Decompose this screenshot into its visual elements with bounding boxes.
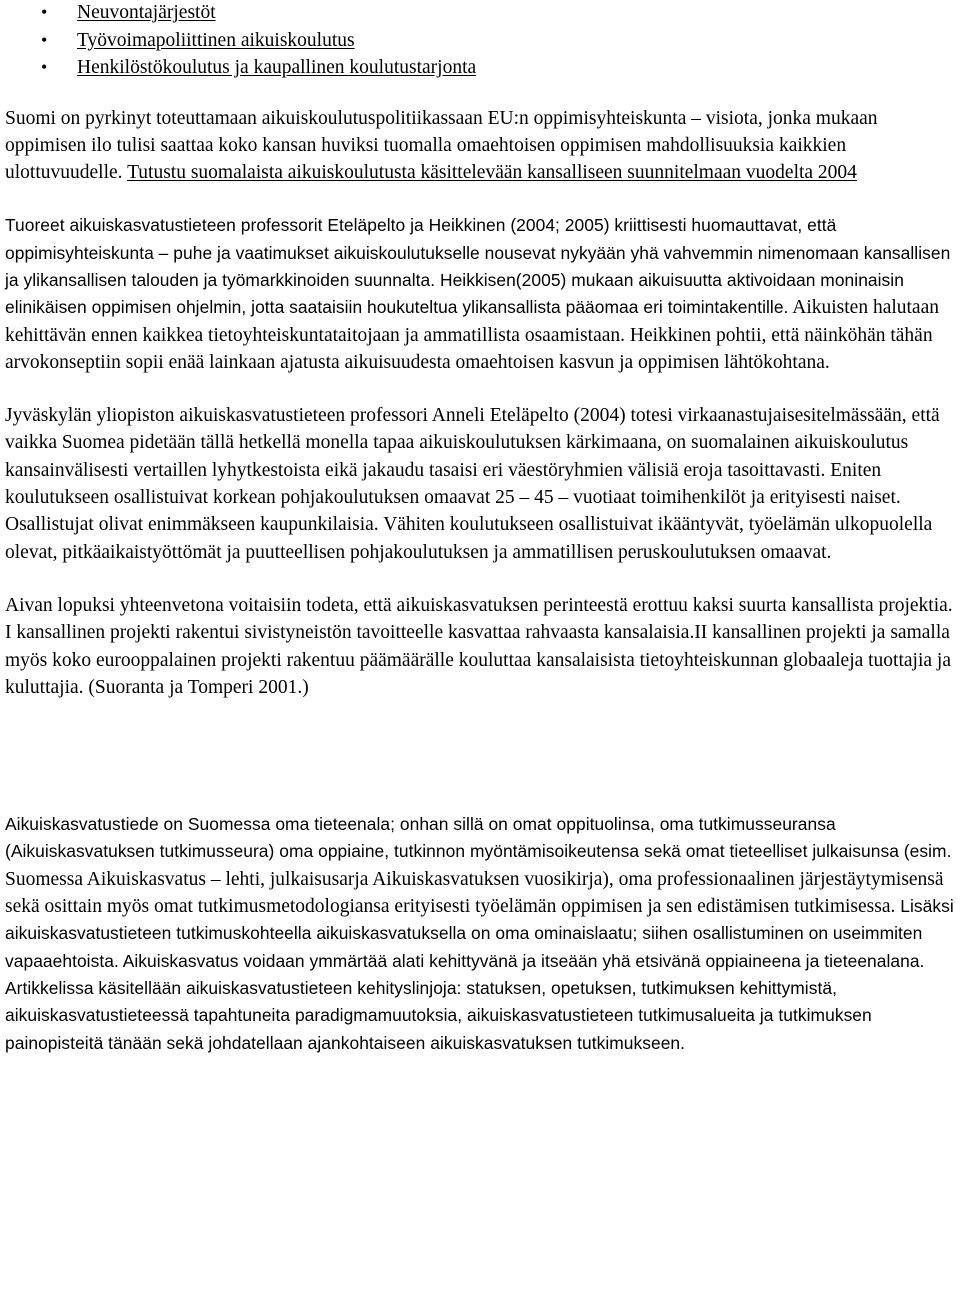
list-item [5,28,955,56]
link-henkilostokoulutus[interactable]: Henkilöstökoulutus ja kaupallinen koulutustarjonta [77,57,477,78]
link-tyovoimapoliittinen-aikuiskoulutus[interactable]: Työvoimapoliittinen aikuiskoulutus [77,29,355,51]
paragraph-text: Aivan lopuksi yhteenvetona voitaisiin todeta, että aikuiskasvatuksen perinteestä erottuu kaksi suurta kansallista projektia. I kansallinen projekti rakentui sivistyneistön tavoitteelle kasvattaa rahvaasta kansalaisia.II kansallinen projekti ja samalla myös koko eurooppalainen projekti rakentuu päämäärälle kouluttaa kansalaisista tietoyhteiskunnan globaaleja tuottajia ja kuluttajia. (Suoranta ja Tomperi 2001.) [5,594,953,698]
paragraph-text: Suomi on pyrkinyt toteuttamaan aikuiskoulutuspolitiikassaan EU:n oppimisyhteiskunta – visiota, jonka mukaan oppimisen ilo tulisi saattaa koko kansan huviksi tuomalla omaehtoisen oppimisen mahdollisuuksia kaikkien ulottuvuudelle. [5,107,878,184]
list-item [5,55,955,83]
link-neuvontajarjestot[interactable]: Neuvontajärjestöt [77,2,216,23]
bullet-icon: • [41,29,48,50]
link-list [5,0,955,83]
paragraph-oppimisyhteiskunta [5,212,955,376]
paragraph-aikuiskoulutuspolitiikka [5,105,955,187]
paragraph-text: Jyväskylän yliopiston aikuiskasvatustieteen professori Anneli Eteläpelto (2004) totesi virkaanastujaisesitelmässään, että vaikka Suomea pidetään tällä hetkellä monella tapaa aikuiskoulutuksen kärkimaana, on suomalainen aikuiskoulutus kansainvälisesti vertaillen lyhytkestoista eikä jakaudu tasaisi eri väestöryhmien välisiä eroja tasoittavasti. Eniten koulutukseen osallistuivat korkean pohjakoulutuksen omaavat 25 – 45 – vuotiaat toimihenkilöt ja erityisesti naiset. Osallistujat olivat enimmäkseen kaupunkilaisia. Vähiten koulutukseen osallistuivat ikääntyvät, työelämän ulkopuolella olevat, pitkäaikaistyöttömät ja puutteellisen pohjakoulutuksen ja ammatillisen peruskoulutuksen omaavat. [5,405,940,563]
paragraph-etelapelto [5,402,955,566]
paragraph-kansalliset-projektit [5,592,955,701]
paragraph-aikuiskasvatustiede [5,811,955,1057]
paragraph-text-sans-2: Lisäksi aikuiskasvatustieteen tutkimuskohteella aikuiskasvatuksella on oma ominaislaatu; siihen osallistuminen on useimmiten vapaaehtoista. Aikuiskasvatus voidaan ymmärtää alati kehittyvänä ja itseään yhä etsivänä oppiaineena ja tieteenalana. Artikkelissa käsitellään aikuiskasvatustieteen kehityslinjoja: statuksen, opetuksen, tutkimuksen kehittymistä, aikuiskasvatustieteessä tapahtuneita paradigmamuutoksia, aikuiskasvatustieteen tutkimusalueita ja tutkimuksen painopisteitä tänään sekä johdatellaan ajankohtaiseen aikuiskasvatuksen tutkimukseen. [5,896,954,1053]
link-kansallinen-suunnitelma[interactable]: Tutustu suomalaista aikuiskoulutusta käsittelevään kansalliseen suunnitelmaan vuodelta 2004 [127,162,857,184]
bullet-icon: • [41,2,48,22]
paragraph-text-sans: Aikuiskasvatustiede on Suomessa oma tieteenala; onhan sillä on omat oppituolinsa, oma tutkimusseuransa (Aikuiskasvatuksen tutkimusseura) oma oppiaine, tutkinnon myöntämisoikeutensa sekä omat tieteelliset julkaisunsa (esim. [5,814,952,862]
paragraph-text-serif: Aikuisten halutaan kehittävän ennen kaikkea tietoyhteiskuntataitojaan ja ammatillista osaamistaan. Heikkinen pohtii, että näinköhän tähän arvokonseptiin sopii enää lainkaan ajatusta aikuisuudesta omaehtoisen kasvun ja oppimisen lähtökohtana. [5,297,939,373]
bullet-icon: • [41,57,48,77]
paragraph-text-sans: Tuoreet aikuiskasvatustieteen professorit Eteläpelto ja Heikkinen (2004; 2005) kriittisesti huomauttavat, että oppimisyhteiskunta – puhe ja vaatimukset aikuiskoulutukselle nousevat nykyään yhä vahvemmin nimenomaan kansallisen ja ylikansallisen talouden ja työmarkkinoiden suunnalta. Heikkisen(2005) mukaan aikuisuutta aktivoidaan moninaisin elinikäisen oppimisen ohjelmin, jotta saataisiin houkuteltua ylikansallista pääomaa eri toimintakentille. [5,215,951,318]
list-item [5,0,955,28]
paragraph-text-serif: Suomessa Aikuiskasvatus – lehti, julkaisusarja Aikuiskasvatuksen vuosikirja), oma professionaalinen järjestäytymisensä sekä osittain myös omat tutkimusmetodologiansa erityisesti työelämän oppimisen ja sen edistämisen tutkimisessa. [5,868,944,918]
